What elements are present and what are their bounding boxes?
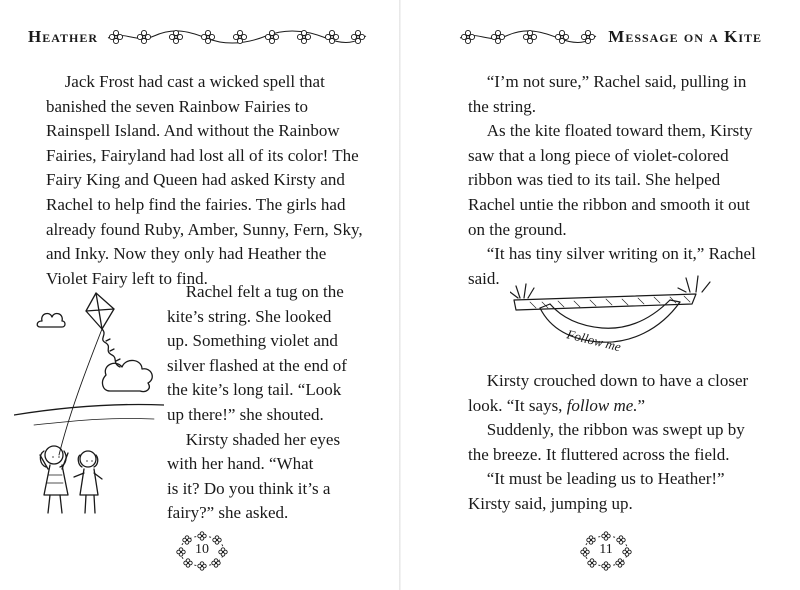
right-paragraph-2: As the kite floated toward them, Kirsty saw that a long piece of violet-colored ribbon was tied to its tail. She helped Rachel untie the ribbon and smooth it out on the ground.: [468, 121, 753, 239]
left-side-line: fairy?” she asked.: [167, 503, 289, 523]
left-side-line: Rachel felt a tug on the: [185, 282, 344, 301]
right-paragraph-4: [468, 369, 768, 418]
left-main-text: [46, 70, 364, 291]
left-page-number: [172, 531, 232, 571]
right-paragraph-3: “It has tiny silver writing on it,” Rachel said.: [468, 244, 756, 288]
left-side-line: up there!” she shouted.: [167, 404, 324, 424]
left-running-head-title: Heather: [28, 27, 99, 46]
right-running-head-title: Message on a Kite: [608, 27, 762, 46]
right-paragraph-4-em: follow me.: [566, 395, 638, 415]
right-paragraph-4-suffix: ”: [637, 395, 646, 415]
right-paragraph-6: “It must be leading us to Heather!” Kirsty said, jumping up.: [468, 469, 725, 513]
flower-vine-icon: [458, 26, 598, 48]
right-running-head: [458, 22, 762, 52]
right-page: [400, 0, 800, 590]
ribbon-text: Follow me: [565, 326, 623, 355]
left-side-line: with her hand. “What: [167, 454, 314, 474]
right-paragraph-4-prefix: Kirsty crouched down to have a closer look. “It says,: [468, 371, 749, 415]
ribbon-follow-me-illustration: [510, 268, 730, 378]
right-paragraph-5: Suddenly, the ribbon was swept up by the breeze. It fluttered across the field.: [468, 420, 745, 464]
girls-with-kite-illustration: [14, 285, 164, 515]
flower-vine-icon: [106, 26, 368, 48]
right-lower-text: [468, 369, 768, 517]
left-paragraph-1: Jack Frost had cast a wicked spell that banished the seven Rainbow Fairies to Rainspell Island. And without the Rainbow Fairies, Fairyland had lost all of its color! The Fairy King and Queen had asked Kirsty and Rachel to help find the fairies. The girls had already found Ruby, Amber, Sunny, Fern, Sky, and Inky. Now they only had Heather the Violet Fairy left to find.: [46, 72, 363, 288]
left-side-line: Kirsty shaded her eyes: [185, 429, 341, 449]
right-main-text: [468, 70, 768, 291]
left-page-number-text: 10: [195, 542, 209, 557]
left-side-line: up. Something violet and: [167, 331, 338, 351]
left-side-line: silver flashed at the end of: [167, 355, 347, 375]
left-side-line: is it? Do you think it’s a: [167, 478, 331, 498]
right-paragraph-1: “I’m not sure,” Rachel said, pulling in the string.: [468, 72, 747, 116]
left-side-text: [167, 280, 372, 526]
right-page-number-text: 11: [599, 542, 613, 557]
left-side-line: kite’s string. She looked: [167, 306, 332, 326]
left-side-line: the kite’s long tail. “Look: [167, 380, 342, 400]
left-running-head: [28, 22, 368, 52]
right-page-number: [576, 531, 636, 571]
